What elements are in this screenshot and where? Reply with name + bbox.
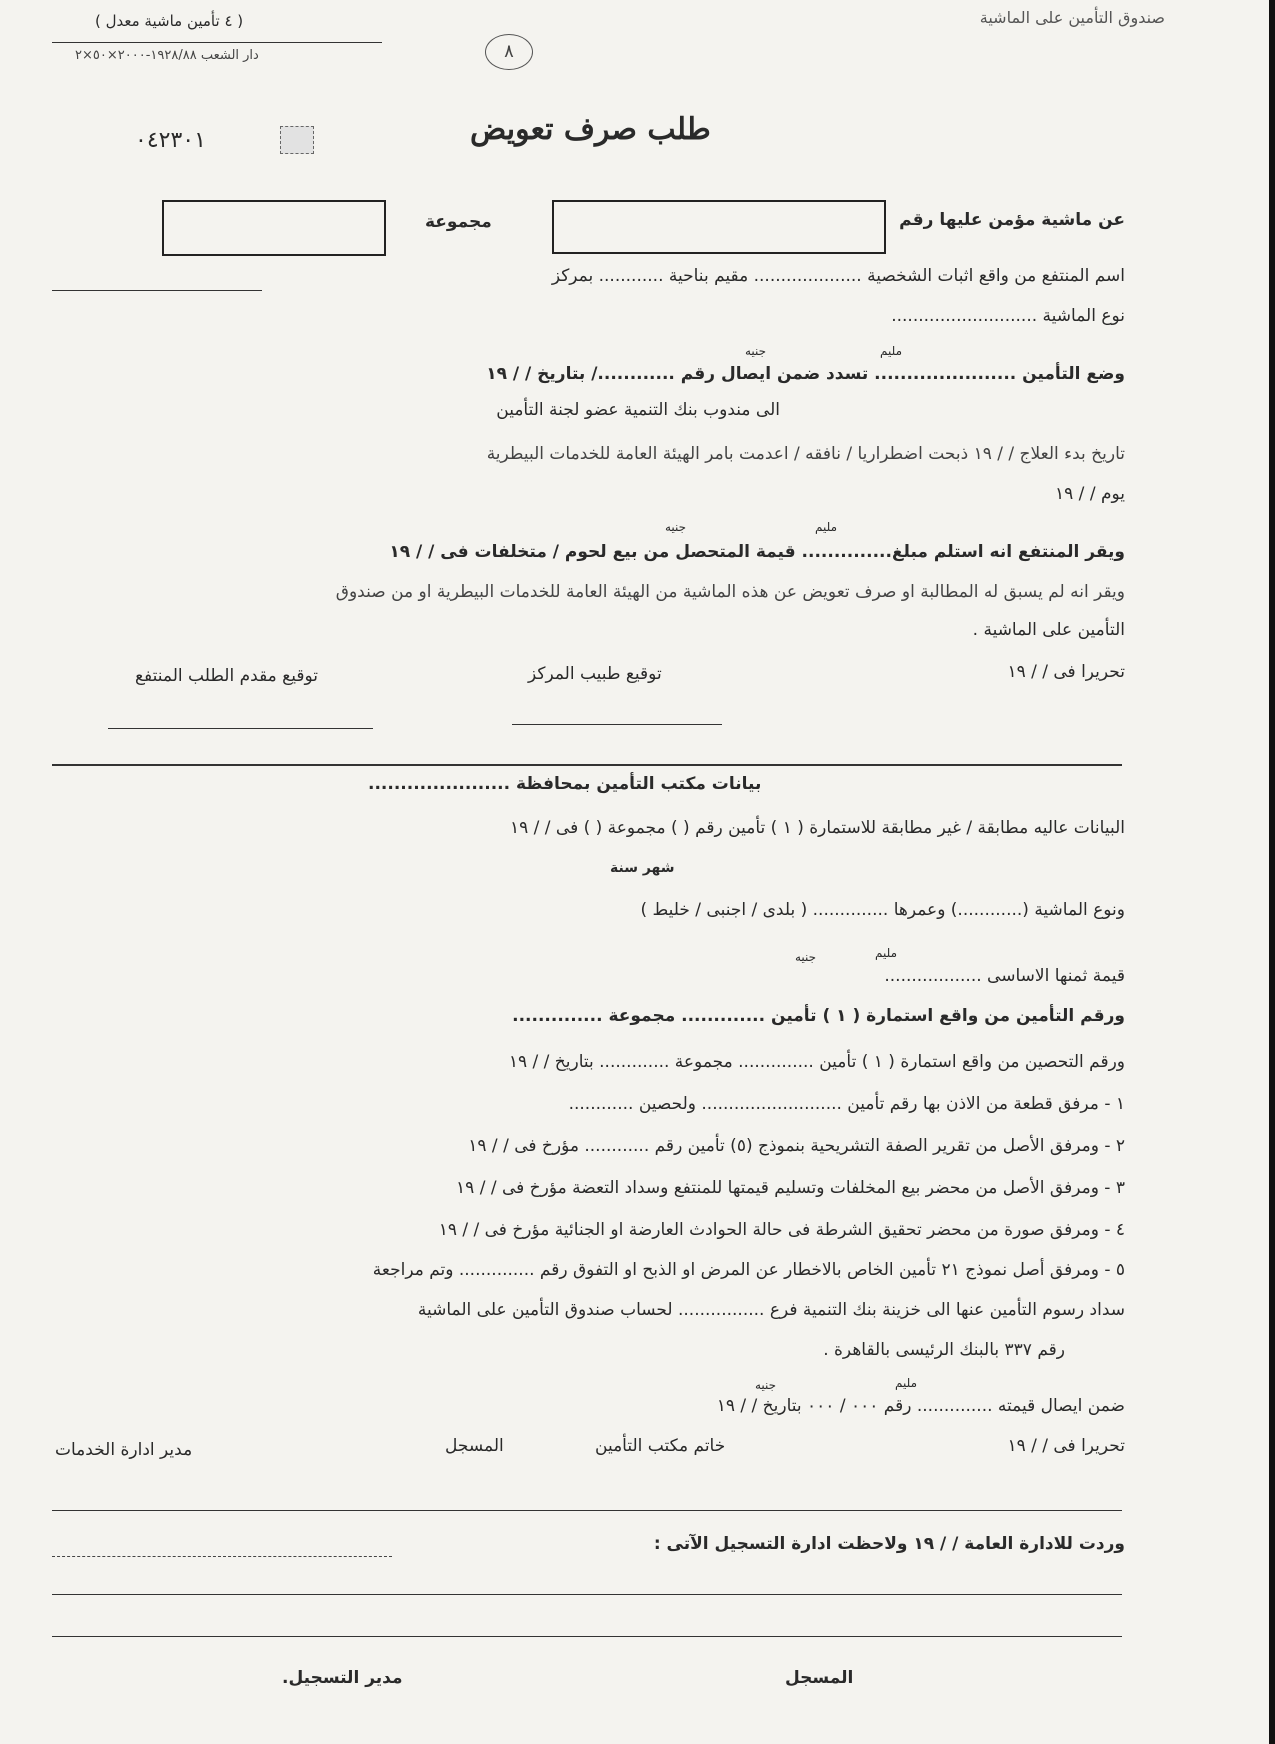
final-registrar-label: المسجل [785, 1668, 854, 1688]
scan-edge [1269, 0, 1275, 1744]
policy-number-box [552, 200, 886, 254]
registration-manager-label: مدير التسجيل. [282, 1668, 403, 1688]
unit-pound-4: جنيه [755, 1378, 777, 1392]
office-registrar-label: المسجل [445, 1436, 504, 1456]
received-amount-line: ويقر المنتفع انه استلم مبلغ.............. قيمة المتحصل من بيع لحوم / متخلفات فى / / ١٩ [389, 542, 1125, 562]
treatment-date-line: تاريخ بدء العلاج / / ١٩ ذبحت اضطراريا / نافقه / اعدمت بامر الهيئة العامة للخدمات البيطرية [486, 444, 1125, 464]
bank-rep-line: الى مندوب بنك التنمية عضو لجنة التأمين [496, 400, 780, 420]
written-on-date: تحريرا فى / / ١٩ [1007, 662, 1125, 682]
unit-pound-1: جنيه [745, 344, 767, 358]
attachment-3: ٣ - ومرفق الأصل من محضر بيع المخلفات وتسليم قيمتها للمنتفع وسداد التعضة مؤرخ فى / / ١٩ [456, 1178, 1125, 1198]
beneficiary-underline [52, 290, 262, 291]
serial-number: ٠٤٢٣٠١ [135, 128, 206, 153]
unit-millim-4: مليم [895, 1376, 918, 1390]
form-title: طلب صرف تعويض [470, 112, 711, 147]
office-stamp-label: خاتم مكتب التأمين [595, 1436, 726, 1456]
attachment-5-account: رقم ٣٣٧ بالبنك الرئيسى بالقاهرة . [823, 1340, 1065, 1360]
base-price-line: قيمة ثمنها الاساسى .................. [884, 966, 1125, 986]
services-manager-label: مدير ادارة الخدمات [55, 1440, 193, 1460]
notes-line-2 [52, 1594, 1122, 1595]
attachment-1: ١ - مرفق قطعة من الاذن بها رقم تأمين .......................... ولحصين ............ [568, 1094, 1125, 1114]
print-reference: دار الشعب ١٩٢٨/٨٨-٢٠٠٠×٥٠×٢ [75, 48, 259, 63]
doctor-signature-line [512, 724, 722, 725]
top-right-heading: صندوق التأمين على الماشية [979, 8, 1165, 27]
group-label: مجموعة [425, 212, 492, 232]
insurance-office-heading: بيانات مكتب التأمين بمحافظة ...................... [368, 774, 762, 794]
applicant-signature-line [108, 728, 373, 729]
receipt-line: ضمن ايصال قيمته .............. رقم ٠٠٠ / ٠٠٠ بتاريخ / / ١٩ [716, 1396, 1125, 1416]
livestock-type-line: نوع الماشية ........................... [891, 306, 1125, 326]
unit-millim-3: مليم [875, 946, 898, 960]
data-match-line: البيانات عاليه مطابقة / غير مطابقة للاستمارة ( ١ ) تأمين رقم ( ) مجموعة ( ) فى / / ١٩ [509, 818, 1125, 838]
applicant-signature-label: توقيع مقدم الطلب المنتفع [135, 666, 318, 686]
attachment-4: ٤ - ومرفق صورة من محضر تحقيق الشرطة فى حالة الحوادث العارضة او الجنائية مؤرخ فى / / ١٩ [438, 1220, 1125, 1240]
doctor-signature-label: توقيع طبيب المركز [528, 664, 662, 684]
unit-pound-3: جنيه [795, 950, 817, 964]
insurance-payment-line: وضع التأمين ...................... تسدد ضمن ايصال رقم ............/ بتاريخ / / ١٩ [486, 364, 1125, 384]
notes-line-3 [52, 1636, 1122, 1637]
section-divider-2 [52, 1510, 1122, 1511]
header-rule [52, 42, 382, 43]
month-year-label: شهر سنة [610, 860, 675, 876]
unit-millim-1: مليم [880, 344, 903, 358]
group-box [162, 200, 386, 256]
circled-page-number: ٨ [485, 34, 533, 70]
insurance-no-line: ورقم التأمين من واقع استمارة ( ١ ) تأمين ............. مجموعة .............. [512, 1006, 1125, 1026]
notes-dotted-line-1 [52, 1556, 392, 1557]
vaccination-no-line: ورقم التحصين من واقع استمارة ( ١ ) تأمين .............. مجموعة ............. بتاريخ / / ١٩ [508, 1052, 1125, 1072]
form-code: ( ٤ تأمين ماشية معدل ) [95, 12, 244, 30]
attachment-5: ٥ - ومرفق أصل نموذج ٢١ تأمين الخاص بالاخطار عن المرض او الذبح او التفوق رقم .............. وتم مراجعة [372, 1260, 1125, 1280]
declaration-line: ويقر انه لم يسبق له المطالبة او صرف تعويض عن هذه الماشية من الهيئة العامة للخدمات البيطرية او من صندوق [335, 582, 1125, 602]
beneficiary-line: اسم المنتفع من واقع اثبات الشخصية .................... مقيم بناحية ............ بمركز [551, 266, 1125, 286]
office-written-date: تحريرا فى / / ١٩ [1007, 1436, 1125, 1456]
attachment-5-cont: سداد رسوم التأمين عنها الى خزينة بنك التنمية فرع ................ لحساب صندوق التأمين على الماشية [417, 1300, 1125, 1320]
unit-millim-2: مليم [815, 520, 838, 534]
livestock-kind-age: ونوع الماشية (............) وعمرها .............. ( بلدى / اجنبى / خليط ) [640, 900, 1125, 920]
declaration-cont: التأمين على الماشية . [972, 620, 1125, 640]
policy-number-label: عن ماشية مؤمن عليها رقم [899, 210, 1125, 230]
day-line: يوم / / ١٩ [1055, 484, 1125, 504]
section-divider-1 [52, 764, 1122, 766]
unit-pound-2: جنيه [665, 520, 687, 534]
attachment-2: ٢ - ومرفق الأصل من تقرير الصفة التشريحية بنموذج (٥) تأمين رقم ............ مؤرخ فى / / ١٩ [468, 1136, 1125, 1156]
seal-mark [280, 126, 314, 154]
general-admin-line: وردت للادارة العامة / / ١٩ ولاحظت ادارة التسجيل الآتى : [653, 1534, 1125, 1554]
